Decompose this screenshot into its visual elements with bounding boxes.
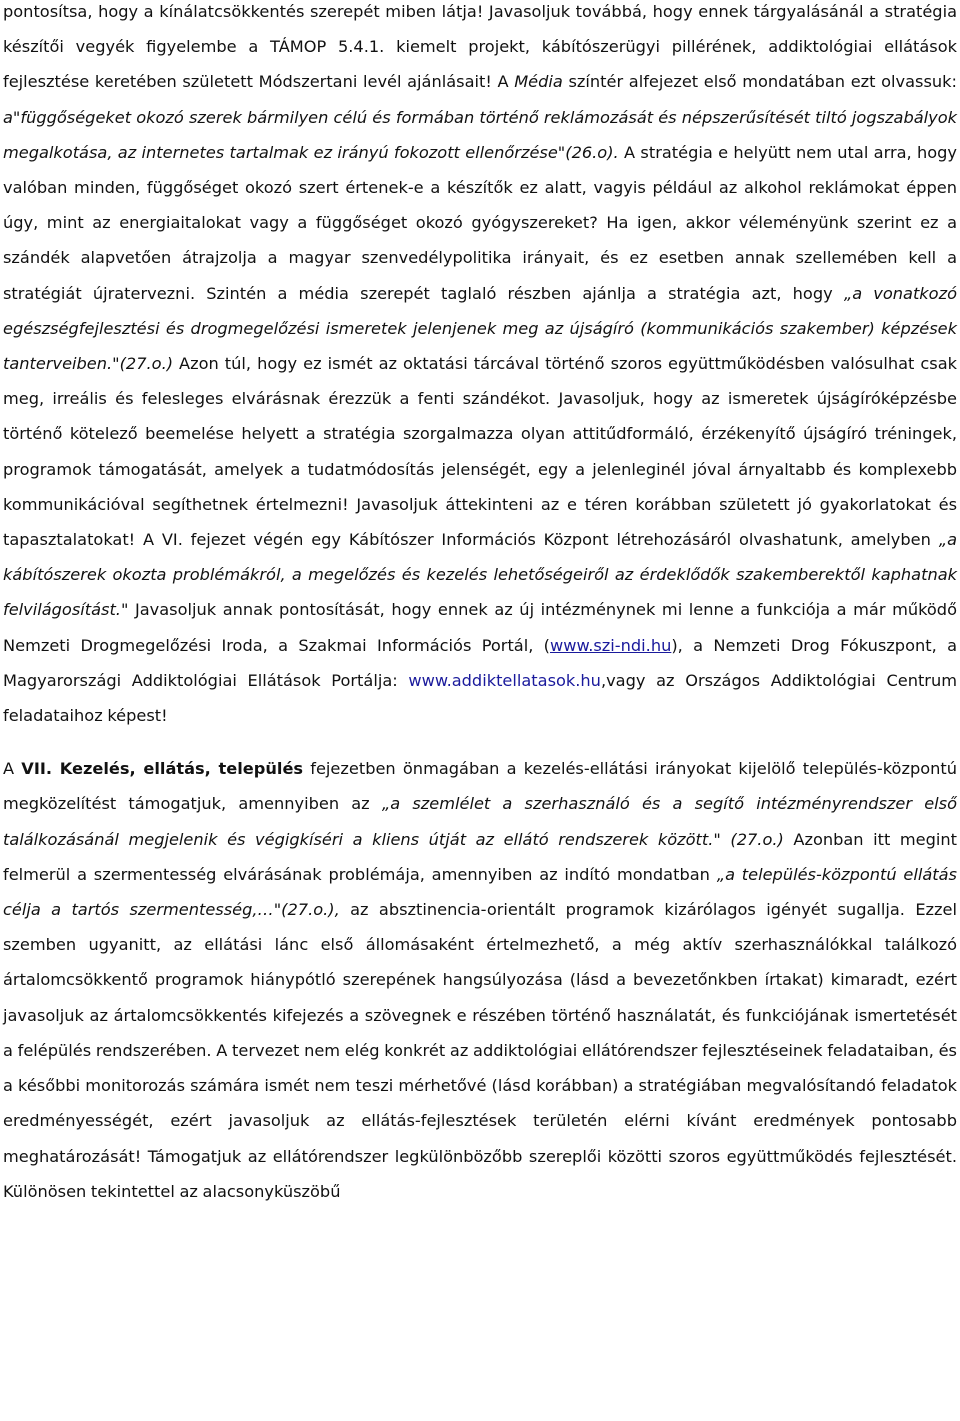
paragraph-text: ), a Nemzeti Drog Fókuszpont, a Magyarországi Addiktológiai Ellátások Portálja:	[3, 635, 957, 690]
paragraph-text: Azon túl, hogy ez ismét az oktatási tárcával történő szoros együttműködésben valósulhat csak meg, irreális és felesleges elvárásnak érezzük a fenti szándékot. Javasoljuk, hogy az ismeretek újságíróképzésbe történő kötelező beemelése helyett a stratégia szorgalmazza olyan attitűdformáló, érzékenyítő újságíró tréningek, programok támogatását, amelyek a tudatmódosítás jelenségét, egy a jelenleginél jóval árnyaltabb és komplexebb kommunikációval segíthetnek értelmezni! Javasoljuk áttekinteni az e téren korábban született jó gyakorlatokat és tapasztalatokat! A VI. fejezet végén egy Kábítószer Információs Központ létrehozásáról olvashatunk, amelyben	[3, 354, 957, 550]
italic-quote: „a kábítószerek okozta problémákról, a megelőzés és kezelés lehetőségeiről az érdeklődők szakemberektől kaphatnak felvilágosítást."	[3, 530, 957, 620]
paragraph-text: A stratégia e helyütt nem utal arra, hogy valóban minden, függőséget okozó szert értenek-e a készítők ez alatt, vagyis például az alkohol reklámokat éppen úgy, mint az energiaitalokat vagy a függőséget okozó gyógyszereket? Ha igen, akkor véleményünk szerint ez a szándék alapvetően átrajzolja a magyar szenvedélypolitika irányait, és ez esetben annak szellemében kell a stratégiát újratervezni. Szintén a média szerepét taglaló részben ajánlja a stratégia azt, hogy	[3, 142, 958, 303]
italic-quote: „a szemlélet a szerhasználó és a segítő intézményrendszer első találkozásánál megjelenik és végigkíséri a kliens útját az ellátó rendszerek között." (27.o.)	[3, 794, 957, 849]
paragraph-text: pontosítsa, hogy a kínálatcsökkentés szerepét miben látja! Javasoljuk továbbá, hogy ennek tárgyalásánál a stratégia készítői vegyék figyelembe a TÁMOP 5.4.1. kiemelt projekt, kábítószerügyi pillérének, addiktológiai ellátások fejlesztése keretében született Módszertani levél ajánlásait! A	[3, 2, 957, 92]
body-paragraph	[3, 0, 957, 733]
body-paragraph	[3, 751, 957, 1209]
paragraph-text: Azonban itt megint felmerül a szermentesség elvárásának problémája, amennyiben az indító mondatban	[3, 829, 957, 884]
italic-quote: „a vonatkozó egészségfejlesztési és drogmegelőzési ismeretek jelenjenek meg az újságíró (kommunikációs szakember) képzések tanterveiben."(27.o.)	[3, 283, 957, 374]
italic-term: Média	[514, 72, 563, 92]
paragraph-text: ,vagy az Országos Addiktológiai Centrum feladataihoz képest!	[3, 670, 957, 726]
paragraph-text: fejezetben önmagában a kezelés-ellátási irányokat kijelölő település-központú megközelítést támogatjuk, amennyiben az	[3, 759, 957, 814]
szi-ndi-link[interactable]: www.szi-ndi.hu	[550, 635, 672, 655]
paragraph-text: színtér alfejezet első mondatában ezt olvassuk:	[562, 72, 958, 92]
chapter-heading-inline: VII. Kezelés, ellátás, település	[21, 759, 304, 779]
addiktellatasok-link[interactable]: www.addiktellatasok.hu	[408, 670, 601, 690]
paragraph-text: Javasoljuk annak pontosítását, hogy ennek az új intézménynek mi lenne a funkciója a már működő Nemzeti Drogmegelőzési Iroda, a Szakmai Információs Portál, (	[3, 600, 957, 655]
italic-quote: „a település-központú ellátás célja a tartós szermentesség,…"(27.o.),	[3, 864, 957, 920]
paragraph-text: az absztinencia-orientált programok kizárólagos igényét sugallja. Ezzel szemben ugyanitt, az ellátási lánc első állomásaként értelmezhető, a még aktív szerhasználókkal találkozó ártalomcsökkentő programok hiánypótló szerepének hangsúlyozása (lásd a bevezetőnkben írtakat) kimaradt, ezért javasoljuk az ártalomcsökkentés kifejezés a szövegnek e részében történő használatát, és funkciójának ismertetését a felépülés rendszerében. A tervezet nem elég konkrét az addiktológiai ellátórendszer fejlesztéseinek feladataiban, és a későbbi monitorozás számára ismét nem teszi mérhetővé (lásd korábban) a stratégiában megvalósítandó feladatok eredményességét, ezért javasoljuk az ellátás-fejlesztések területén elérni kívánt eredmények pontosabb meghatározását! Támogatjuk az ellátórendszer legkülönbözőbb szereplői közötti szoros együttműködés fejlesztését. Különösen tekintettel az alacsonyküszöbű	[3, 900, 957, 1201]
italic-quote: a"függőségeket okozó szerek bármilyen célú és formában történő reklámozását és népszerűsítését tiltó jogszabályok megalkotása, az internetes tartalmak ez irányú fokozott ellenőrzése"(26.o).	[3, 107, 957, 162]
paragraph-text: A	[3, 759, 22, 779]
